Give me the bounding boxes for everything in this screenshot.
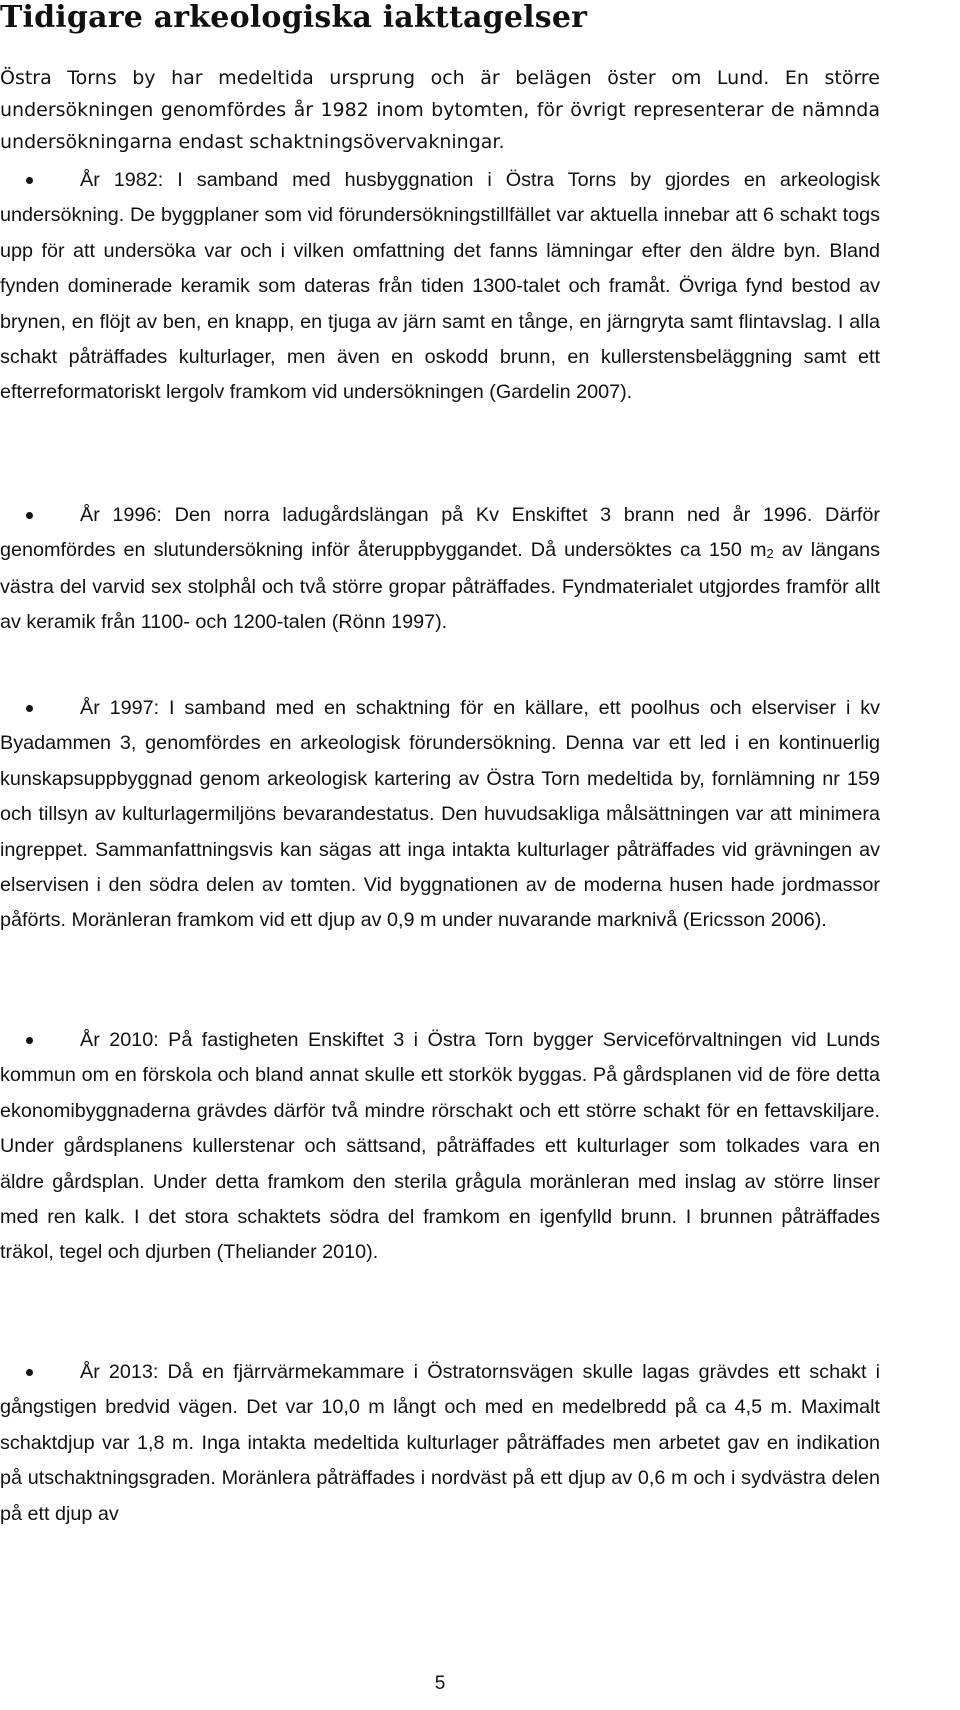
list-item-2010 [0, 1023, 880, 1355]
intro-paragraph: Östra Torns by har medeltida ursprung och är belägen öster om Lund. En större undersökningen genomfördes år 1982 inom bytomten, för övrigt representerar de nämnda undersökningarna endast schaktningsövervakningar. [0, 67, 880, 153]
list-item-text: År 2010: På fastigheten Enskiftet 3 i Östra Torn bygger Serviceförvaltningen vid Lunds kommun om en förskola och bland annat skulle ett storkök byggas. På gårdsplanen vid de före detta ekonomibyggnaderna grävdes därför två mindre rörschakt och ett större schakt för en fettavskiljare. Under gårdsplanens kullerstenar och sättsand, påträffades ett kulturlager som tolkades vara en äldre gårdsplan. Under detta framkom den sterila grågula moränleran med inslag av större linser med ren kalk. I det stora schaktets södra del framkom en igenfylld brunn. I brunnen påträffades träkol, tegel och djurben (Theliander 2010). [0, 1029, 880, 1264]
bullet-icon [26, 512, 33, 519]
superscript-unit: 2 [766, 546, 774, 562]
list-item-text: År 2013: Då en fjärrvärmekammare i Östratornsvägen skulle lagas grävdes ett schakt i gångstigen bredvid vägen. Det var 10,0 m långt och med en medelbredd på ca 4,5 m. Maximalt schaktdjup var 1,8 m. Inga intakta medeltida kulturlager påträffades men arbetet gav en indikation på utschaktningsgraden. Moränlera påträffades i nordväst på ett djup av 0,6 m och i sydvästra delen på ett djup av [0, 1361, 880, 1525]
list-item-2013 [0, 1355, 880, 1532]
bullet-icon [26, 705, 33, 712]
list-item-text [0, 498, 880, 641]
bullet-icon [26, 1037, 33, 1044]
excavation-list [0, 163, 880, 1532]
list-item-1996 [0, 498, 880, 691]
list-item-text: År 1982: I samband med husbyggnation i Östra Torns by gjordes en arkeologisk undersökning. De byggplaner som vid förundersökningstillfället var aktuella innebar att 6 schakt togs upp för att undersöka var och i vilken omfattning det fanns lämningar efter den äldre byn. Bland fynden dominerade keramik som dateras från tiden 1300-talet och framåt. Övriga fynd bestod av brynen, en flöjt av ben, en knapp, en tjuga av järn samt en tånge, en järngryta samt flintavslag. I alla schakt påträffades kulturlager, men även en oskodd brunn, en kullerstensbeläggning samt ett efterreformatoriskt lergolv framkom vid undersökningen (Gardelin 2007). [0, 169, 880, 404]
section-heading: Tidigare arkeologiska iakttagelser [0, 0, 588, 35]
bullet-icon [26, 1369, 33, 1376]
list-item-text-part-a: År 1996: Den norra ladugårdslängan på Kv Enskiftet 3 brann ned år 1996. Därför genomfördes en slutundersökning inför återuppbyggandet. Då undersöktes ca 150 m [0, 504, 880, 562]
list-item-1997 [0, 691, 880, 1023]
list-item-text-part-b: av längans västra del varvid sex stolphål och två större gropar påträffades. Fyndmaterialet utgjordes framför allt av keramik från 1100- och 1200-talen (Rönn 1997). [0, 539, 880, 634]
bullet-icon [26, 177, 33, 184]
page-number: 5 [434, 1673, 446, 1694]
list-item-text: År 1997: I samband med en schaktning för en källare, ett poolhus och elserviser i kv Byadammen 3, genomfördes en arkeologisk förundersökning. Denna var ett led i en kontinuerlig kunskapsuppbyggnad genom arkeologisk kartering av Östra Torn medeltida by, fornlämning nr 159 och tillsyn av kulturlagermiljöns bevarandestatus. Den huvudsakliga målsättningen var att minimera ingreppet. Sammanfattningsvis kan sägas att inga intakta kulturlager påträffades vid grävningen av elservisen i den södra delen av tomten. Vid byggnationen av de moderna husen hade jordmassor påförts. Moränleran framkom vid ett djup av 0,9 m under nuvarande marknivå (Ericsson 2006). [0, 697, 880, 932]
list-item-1982 [0, 163, 880, 498]
